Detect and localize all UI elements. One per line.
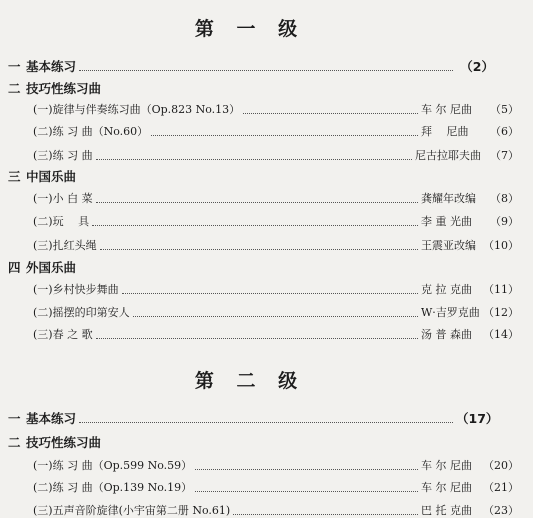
- leader-dots: [79, 69, 453, 71]
- toc-section-row: [0, 166, 508, 184]
- toc-section-row: [0, 432, 508, 450]
- composer-name: W·吉罗克曲: [421, 306, 480, 319]
- page-number: （6）: [490, 125, 519, 138]
- composer-name: 王震亚改编: [421, 239, 476, 252]
- toc-item-row: [0, 455, 533, 473]
- leader-dots: [100, 248, 418, 250]
- page-number: （8）: [490, 192, 519, 205]
- toc-item-row: [0, 279, 533, 297]
- page-number: （20）: [483, 459, 519, 472]
- item-label: (一)练 习 曲（Op.599 No.59）: [33, 459, 193, 472]
- toc-item-row: [0, 324, 533, 342]
- section-label: 技巧性练习曲: [26, 81, 102, 96]
- toc-item-row: [0, 302, 533, 320]
- composer-name: 李 重 光曲: [421, 215, 472, 228]
- section-label: 外国乐曲: [26, 260, 77, 275]
- leader-dots: [96, 337, 418, 339]
- item-label: (三)扎红头绳: [33, 239, 97, 252]
- page-number: （9）: [490, 215, 519, 228]
- page-number: （21）: [483, 481, 519, 494]
- toc-item-row: [0, 500, 533, 518]
- toc-item-row: [0, 188, 533, 206]
- leader-dots: [79, 421, 453, 423]
- page-number: （2）: [460, 59, 494, 74]
- composer-name: 龚耀年改编: [421, 192, 476, 205]
- item-label: (一)乡村快步舞曲: [33, 283, 119, 296]
- section-number: 三: [8, 169, 21, 184]
- section-number: 一: [8, 59, 21, 74]
- section-label: 基本练习: [26, 411, 77, 426]
- page-number: （14）: [483, 328, 519, 341]
- toc-item-row: [0, 477, 533, 495]
- toc-item-row: [0, 211, 533, 229]
- section-number: 四: [8, 260, 21, 275]
- item-label: (一)小 白 菜: [33, 192, 93, 205]
- page-number: （7）: [490, 149, 519, 162]
- page-number: （11）: [483, 283, 519, 296]
- toc-item-row: [0, 235, 533, 253]
- section-number: 一: [8, 411, 21, 426]
- item-label: (二)玩 具: [33, 215, 90, 228]
- leader-dots: [96, 158, 412, 160]
- toc-section-row: [0, 56, 508, 74]
- toc-section-row: [0, 408, 508, 426]
- item-label: (二)练 习 曲（No.60）: [33, 125, 149, 138]
- leader-dots: [233, 513, 418, 515]
- composer-name: 尼古拉耶夫曲: [415, 149, 481, 162]
- page-number: （23）: [483, 504, 519, 517]
- leader-dots: [92, 224, 418, 226]
- composer-name: 车 尔 尼曲: [421, 481, 472, 494]
- leader-dots: [151, 134, 418, 136]
- item-label: (二)练 习 曲（Op.139 No.19）: [33, 481, 193, 494]
- toc-item-row: [0, 145, 533, 163]
- leader-dots: [243, 112, 418, 114]
- leader-dots: [133, 315, 418, 317]
- item-label: (三)五声音阶旋律(小宇宙第二册 No.61): [33, 504, 231, 517]
- leader-dots: [195, 468, 418, 470]
- section-label: 技巧性练习曲: [26, 435, 102, 450]
- leader-dots: [195, 490, 418, 492]
- page-number: （17）: [456, 411, 499, 426]
- composer-name: 巴 托 克曲: [421, 504, 472, 517]
- composer-name: 汤 普 森曲: [421, 328, 472, 341]
- toc-item-row: [0, 99, 533, 117]
- section-label: 基本练习: [26, 59, 77, 74]
- page-number: （10）: [483, 239, 519, 252]
- composer-name: 克 拉 克曲: [421, 283, 472, 296]
- page-number: （5）: [490, 103, 519, 116]
- page-number: （12）: [483, 306, 519, 319]
- composer-name: 拜 尼曲: [421, 125, 469, 138]
- item-label: (三)练 习 曲: [33, 149, 93, 162]
- section-label: 中国乐曲: [26, 169, 77, 184]
- leader-dots: [96, 201, 418, 203]
- level-1-title: 第 一 级: [194, 18, 306, 40]
- section-number: 二: [8, 81, 21, 96]
- item-label: (二)摇摆的印第安人: [33, 306, 130, 319]
- item-label: (一)旋律与伴奏练习曲（Op.823 No.13）: [33, 103, 241, 116]
- composer-name: 车 尔 尼曲: [421, 103, 472, 116]
- level-2-title: 第 二 级: [194, 370, 306, 392]
- toc-section-row: [0, 257, 508, 275]
- item-label: (三)春 之 歌: [33, 328, 93, 341]
- section-number: 二: [8, 435, 21, 450]
- composer-name: 车 尔 尼曲: [421, 459, 472, 472]
- toc-item-row: [0, 121, 533, 139]
- leader-dots: [122, 292, 418, 294]
- toc-section-row: [0, 78, 508, 96]
